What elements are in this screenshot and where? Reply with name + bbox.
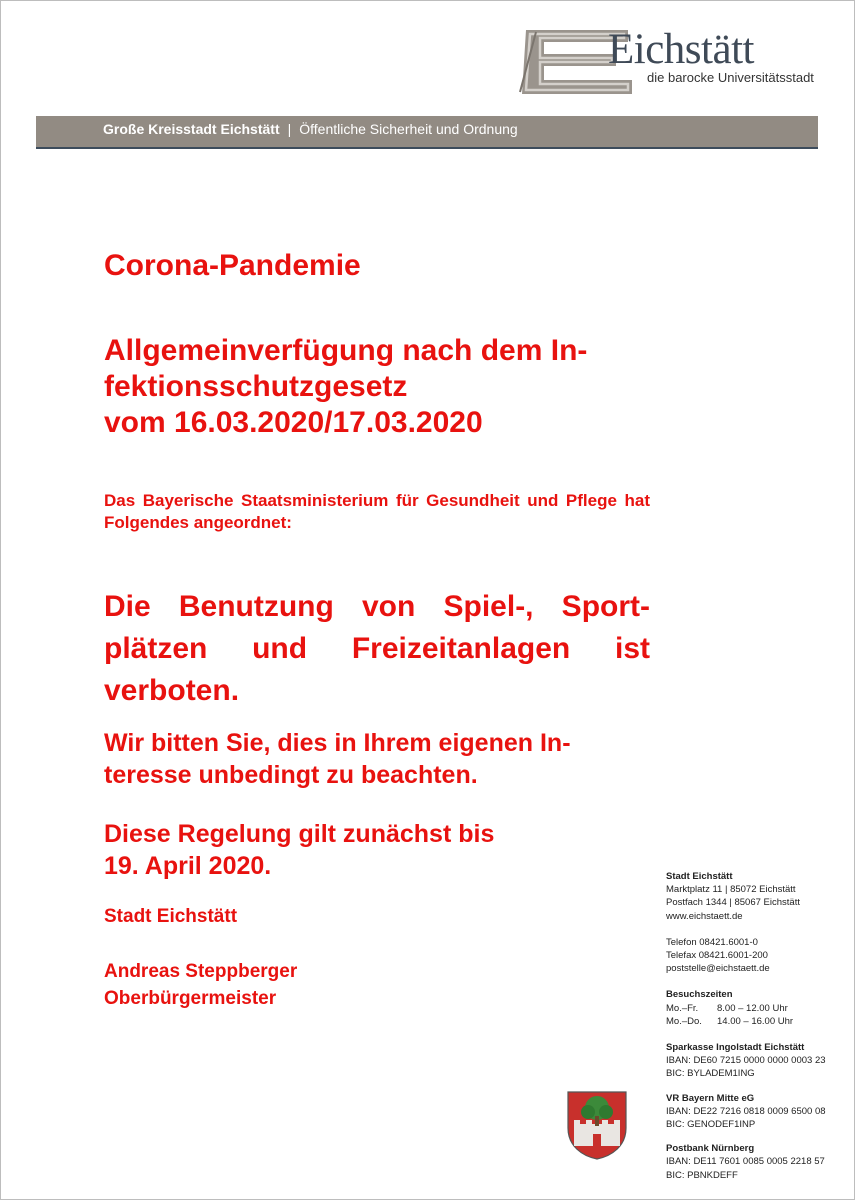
contact-sidebar: [666, 870, 846, 1193]
bank-bic: BIC: GENODEF1INP: [666, 1119, 756, 1131]
header-band-text: [103, 121, 518, 137]
coat-of-arms-icon: [566, 1090, 628, 1160]
address-street: Marktplatz 11 | 85072 Eichstätt: [666, 884, 796, 896]
hours-row: [666, 1002, 846, 1015]
notice-signature: [104, 958, 650, 1012]
header-separator: |: [287, 121, 292, 137]
telefon: Telefon 08421.6001-0: [666, 936, 758, 948]
notice-validity: [104, 818, 650, 882]
signatory-name: Andreas Steppberger: [104, 961, 298, 982]
notice-subtitle: [104, 333, 650, 441]
ban-line: plätzen und Freizeitanlagen ist: [104, 632, 650, 665]
header-org: Große Kreisstadt Eichstätt: [103, 121, 280, 137]
bank-bic: BIC: BYLADEM1ING: [666, 1068, 755, 1080]
email-link[interactable]: poststelle@eichstaett.de: [666, 963, 770, 975]
header-department: Öffentliche Sicherheit und Ordnung: [299, 121, 518, 137]
bank-name: VR Bayern Mitte eG: [666, 1092, 755, 1104]
validity-line: 19. April 2020.: [104, 852, 272, 880]
contact-phone: [666, 936, 846, 976]
logo-tagline: die barocke Universitätsstadt: [647, 70, 814, 85]
website-link[interactable]: www.eichstaett.de: [666, 910, 743, 922]
ban-line: Die Benutzung von Spiel-, Sport-: [104, 590, 650, 623]
header-band: [36, 116, 818, 149]
hours-time: 8.00 – 12.00 Uhr: [717, 1002, 788, 1014]
hours-time: 14.00 – 16.00 Uhr: [717, 1015, 794, 1027]
bank-bic: BIC: PBNKDEFF: [666, 1169, 738, 1181]
bank-name: Sparkasse Ingolstadt Eichstätt: [666, 1042, 805, 1054]
hours-days: Mo.–Fr.: [666, 1002, 699, 1014]
bank-iban: IBAN: DE60 7215 0000 0000 0003 23: [666, 1055, 826, 1067]
hours-row: [666, 1015, 846, 1028]
signatory-title: Oberbürgermeister: [104, 988, 277, 1009]
address-heading: Stadt Eichstätt: [666, 871, 733, 882]
subtitle-line: vom 16.03.2020/17.03.2020: [104, 406, 483, 439]
bank-account: [666, 1142, 846, 1182]
request-line: Wir bitten Sie, dies in Ihrem eigenen In-: [104, 729, 571, 757]
bank-name: Postbank Nürnberg: [666, 1143, 755, 1155]
bank-account: [666, 1092, 846, 1132]
notice-title: Corona-Pandemie: [104, 249, 361, 282]
notice-city: Stadt Eichstätt: [104, 906, 238, 927]
address-pobox: Postfach 1344 | 85067 Eichstätt: [666, 897, 800, 909]
logo-wordmark: Eichstätt: [608, 26, 754, 73]
city-logo: [516, 22, 821, 102]
notice-intro: Das Bayerische Staatsministerium für Gesundheit und Pflege hat Folgendes angeordnet:: [104, 491, 650, 532]
notice-request: [104, 727, 650, 791]
contact-hours: [666, 988, 846, 1028]
bank-iban: IBAN: DE11 7601 0085 0005 2218 57: [666, 1156, 825, 1168]
bank-account: [666, 1041, 846, 1081]
ban-line: verboten.: [104, 674, 240, 707]
bank-iban: IBAN: DE22 7216 0818 0009 6500 08: [666, 1105, 826, 1117]
hours-days: Mo.–Do.: [666, 1015, 702, 1027]
validity-line: Diese Regelung gilt zunächst bis: [104, 820, 495, 848]
telefax: Telefax 08421.6001-200: [666, 950, 768, 962]
subtitle-line: Allgemeinverfügung nach dem In-: [104, 334, 588, 367]
contact-address: [666, 870, 846, 923]
hours-heading: Besuchszeiten: [666, 989, 733, 1001]
notice-ban: [104, 586, 650, 712]
subtitle-line: fektionsschutzgesetz: [104, 370, 408, 403]
request-line: teresse unbedingt zu beachten.: [104, 761, 478, 789]
